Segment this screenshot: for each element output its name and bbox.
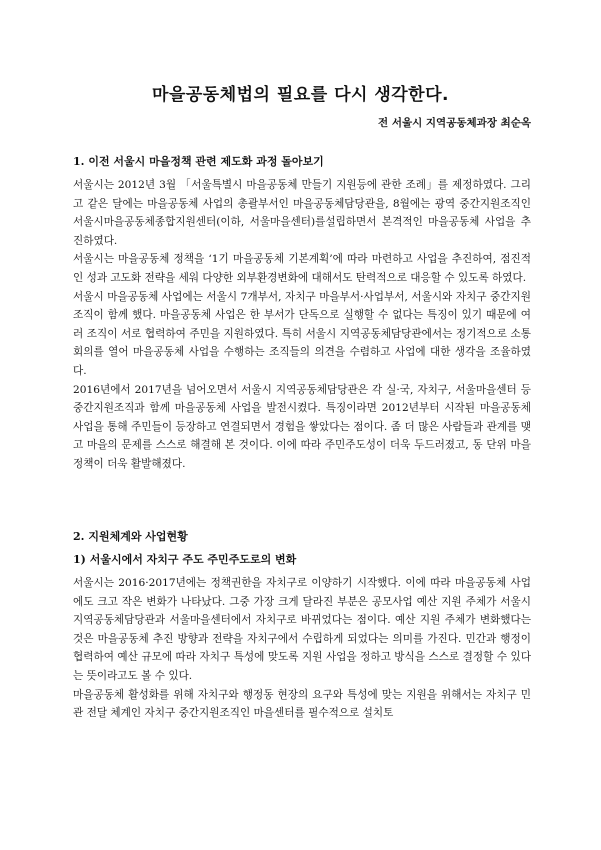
section-2-body (73, 574, 531, 723)
page-title: 마을공동체법의 필요를 다시 생각한다. (152, 85, 449, 105)
paragraph: 서울시는 마을공동체 정책을 ‘1기 마을공동체 기본계획’에 따라 마련하고 사업을 추진하여, 점진적인 성과 고도화 전략을 세워 다양한 외부환경변화에 대해서도 탄력적으로 대응할 수 있도록 하였다. (73, 253, 531, 284)
paragraph: 2016년에서 2017년을 넘어오면서 서울시 지역공동체담당관은 각 실·국, 자치구, 서울마을센터 등 중간지원조직과 함께 마을공동체 사업을 발전시켰다. 특징이라면 2012년부터 시작된 마을공동체 사업을 통해 주민들이 등장하고 연결되면서 경험을 쌓았다는 점이다. 좀 더 많은 사람들과 관계를 맺고 마을의 문제를 스스로 해결해 본 것이다. 이에 따라 주민주도성이 더욱 두드러졌고, 동 단위 마을 정책이 더욱 활발해졌다. (73, 383, 531, 470)
paragraph: 서울시는 2012년 3월 「서울특별시 마을공동체 만들기 지원등에 관한 조례」를 제정하였다. 그리고 같은 달에는 마을공동체 사업의 총괄부서인 마을공동체담당관을, 8월에는 광역 중간지원조직인 서울시마을공동체종합지원센터(이하, 서울마을센터)를설립하면서 본격적인 마을공동체 사업을 추진하였다. (73, 179, 531, 247)
paragraph: 마을공동체 활성화를 위해 자치구와 행정동 현장의 요구와 특성에 맞는 지원을 위해서는 자치구 민관 전달 체계인 자치구 중간지원조직인 마을센터를 필수적으로 설치토 (73, 688, 531, 720)
paragraph: 서울시는 2016·2017년에는 정책권한을 자치구로 이양하기 시작했다. 이에 따라 마을공동체 사업에도 크고 작은 변화가 나타났다. 그중 가장 크게 달라진 부분은 공모사업 예산 지원 주체가 서울시 지역공동체담당관과 서울마을센터에서 자치구로 바뀌었다는 점이다. 예산 지원 주체가 변화했다는 것은 마을공동체 추진 방향과 전략을 자치구에서 수립하게 되었다는 의미를 가진다. 민간과 행정이 협력하여 예산 규모에 따라 자치구 특성에 맞도록 지원 사업을 정하고 방식을 스스로 결정할 수 있다는 뜻이라고도 볼 수 있다. (73, 577, 531, 682)
section-1-heading: 1. 이전 서울시 마을정책 관련 제도화 과정 돌아보기 (73, 155, 324, 168)
paragraph: 서울시 마을공동체 사업에는 서울시 7개부서, 자치구 마을부서·사업부서, 서울시와 자치구 중간지원조직이 함께 했다. 마을공동체 사업은 한 부서가 단독으로 실행할 수 없다는 특징이 있기 때문에 여러 조직이 서로 협력하여 주민을 지원하였다. 특히 서울시 지역공동체담당관에서는 정기적으로 소통회의를 열어 마을공동체 사업을 수행하는 조직들의 의견을 수렴하고 사업에 대한 생각을 조율하였다. (73, 290, 531, 377)
section-2-heading: 2. 지원체계와 사업현황 (73, 530, 188, 543)
section-2-subheading: 1) 서울시에서 자치구 주도 주민주도로의 변화 (73, 553, 297, 566)
author-line: 전 서울시 지역공동체과장 최순옥 (378, 117, 531, 129)
section-1-body (73, 176, 531, 474)
